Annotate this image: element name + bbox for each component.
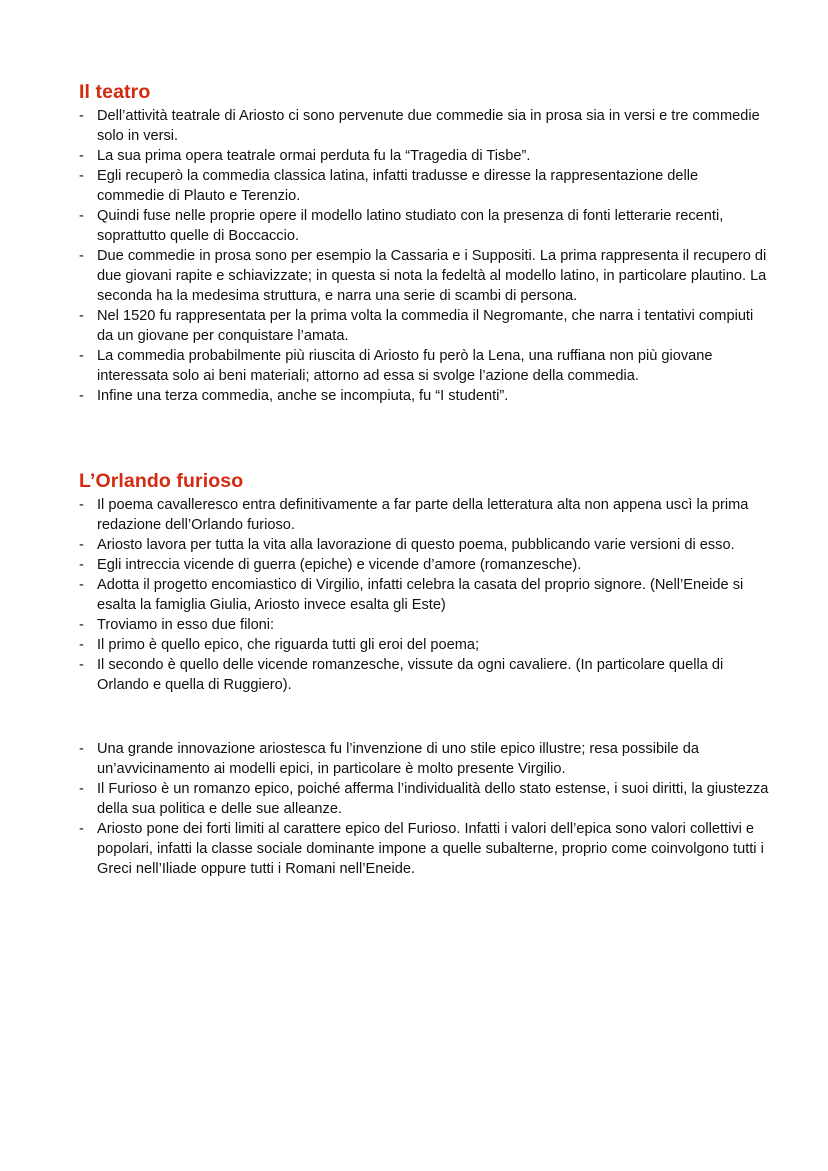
bullet-dash: -: [79, 637, 84, 653]
list-item: [79, 535, 769, 555]
bullet-text: Egli recuperò la commedia classica latina, infatti tradusse e diresse la rappresentazione delle commedie di Plauto e Terenzio.: [97, 168, 699, 204]
bullet-text: Una grande innovazione ariostesca fu l’invenzione di uno stile epico illustre; resa possibile da un’avvicinamento ai modelli epici, in particolare è molto presente Virgilio.: [97, 741, 699, 777]
list-item: [79, 739, 769, 779]
bullet-dash: -: [79, 821, 84, 837]
list-item: [79, 246, 769, 306]
list-item: [79, 635, 769, 655]
list-item: [79, 575, 769, 615]
bullet-dash: -: [79, 657, 84, 673]
list-item: [79, 346, 769, 386]
bullet-list-orlando-continued: [79, 739, 769, 879]
bullet-dash: -: [79, 248, 84, 264]
section-title-teatro: Il teatro: [79, 81, 151, 103]
bullet-text: Infine una terza commedia, anche se incompiuta, fu “I studenti”.: [97, 388, 509, 404]
list-item: [79, 166, 769, 206]
bullet-dash: -: [79, 348, 84, 364]
list-item: [79, 655, 769, 695]
section-title-orlando: L’Orlando furioso: [79, 470, 244, 492]
bullet-dash: -: [79, 497, 84, 513]
bullet-text: Il primo è quello epico, che riguarda tutti gli eroi del poema;: [97, 637, 480, 653]
bullet-dash: -: [79, 148, 84, 164]
bullet-text: Troviamo in esso due filoni:: [97, 617, 275, 633]
bullet-list-teatro: [79, 106, 769, 406]
bullet-text: Egli intreccia vicende di guerra (epiche) e vicende d’amore (romanzesche).: [97, 557, 582, 573]
bullet-dash: -: [79, 741, 84, 757]
list-item: [79, 819, 769, 879]
bullet-text: Il secondo è quello delle vicende romanzesche, vissute da ogni cavaliere. (In particolare quella di Orlando e quella di Ruggiero).: [97, 657, 724, 693]
bullet-text: Ariosto lavora per tutta la vita alla lavorazione di questo poema, pubblicando varie versioni di esso.: [97, 537, 735, 553]
list-item: [79, 615, 769, 635]
bullet-dash: -: [79, 557, 84, 573]
list-item: [79, 386, 769, 406]
bullet-dash: -: [79, 168, 84, 184]
bullet-dash: -: [79, 108, 84, 124]
bullet-text: Il poema cavalleresco entra definitivamente a far parte della letteratura alta non appena uscì la prima redazione dell’Orlando furioso.: [97, 497, 749, 533]
list-item: [79, 495, 769, 535]
bullet-dash: -: [79, 388, 84, 404]
bullet-text: La commedia probabilmente più riuscita di Ariosto fu però la Lena, una ruffiana non più giovane interessata solo ai beni materiali; attorno ad essa si svolge l’azione della commedia.: [97, 348, 713, 384]
bullet-text: Ariosto pone dei forti limiti al carattere epico del Furioso. Infatti i valori dell’epica sono valori collettivi e popolari, infatti la classe sociale dominante impone a quelle subalterne, proprio come coinvolgono tutti i Greci nell’Iliade oppure tutti i Romani nell’Eneide.: [97, 821, 764, 877]
bullet-dash: -: [79, 208, 84, 224]
bullet-text: Il Furioso è un romanzo epico, poiché afferma l’individualità dello stato estense, i suoi diritti, la giustezza della sua politica e delle sue alleanze.: [97, 781, 769, 817]
bullet-text: Due commedie in prosa sono per esempio la Cassaria e i Suppositi. La prima rappresenta il recupero di due giovani rapite e schiavizzate; in questa si nota la fedeltà al modello latino, in particolare plautino. La seconda ha la medesima struttura, e narra una serie di scambi di persona.: [97, 248, 767, 304]
list-item: [79, 555, 769, 575]
bullet-text: Dell’attività teatrale di Ariosto ci sono pervenute due commedie sia in prosa sia in versi e tre commedie solo in versi.: [97, 108, 760, 144]
list-item: [79, 206, 769, 246]
list-item: [79, 779, 769, 819]
bullet-text: La sua prima opera teatrale ormai perduta fu la “Tragedia di Tisbe”.: [97, 148, 531, 164]
bullet-dash: -: [79, 781, 84, 797]
bullet-list-orlando: [79, 495, 769, 695]
list-item: [79, 306, 769, 346]
bullet-dash: -: [79, 617, 84, 633]
list-item: [79, 146, 769, 166]
bullet-dash: -: [79, 308, 84, 324]
bullet-text: Nel 1520 fu rappresentata per la prima volta la commedia il Negromante, che narra i tentativi compiuti da un giovane per conquistare l’amata.: [97, 308, 754, 344]
bullet-text: Quindi fuse nelle proprie opere il modello latino studiato con la presenza di fonti letterarie recenti, soprattutto quelle di Boccaccio.: [97, 208, 724, 244]
list-item: [79, 106, 769, 146]
bullet-text: Adotta il progetto encomiastico di Virgilio, infatti celebra la casata del proprio signore. (Nell’Eneide si esalta la famiglia Giulia, Ariosto invece esalta gli Este): [97, 577, 744, 613]
bullet-dash: -: [79, 537, 84, 553]
bullet-dash: -: [79, 577, 84, 593]
